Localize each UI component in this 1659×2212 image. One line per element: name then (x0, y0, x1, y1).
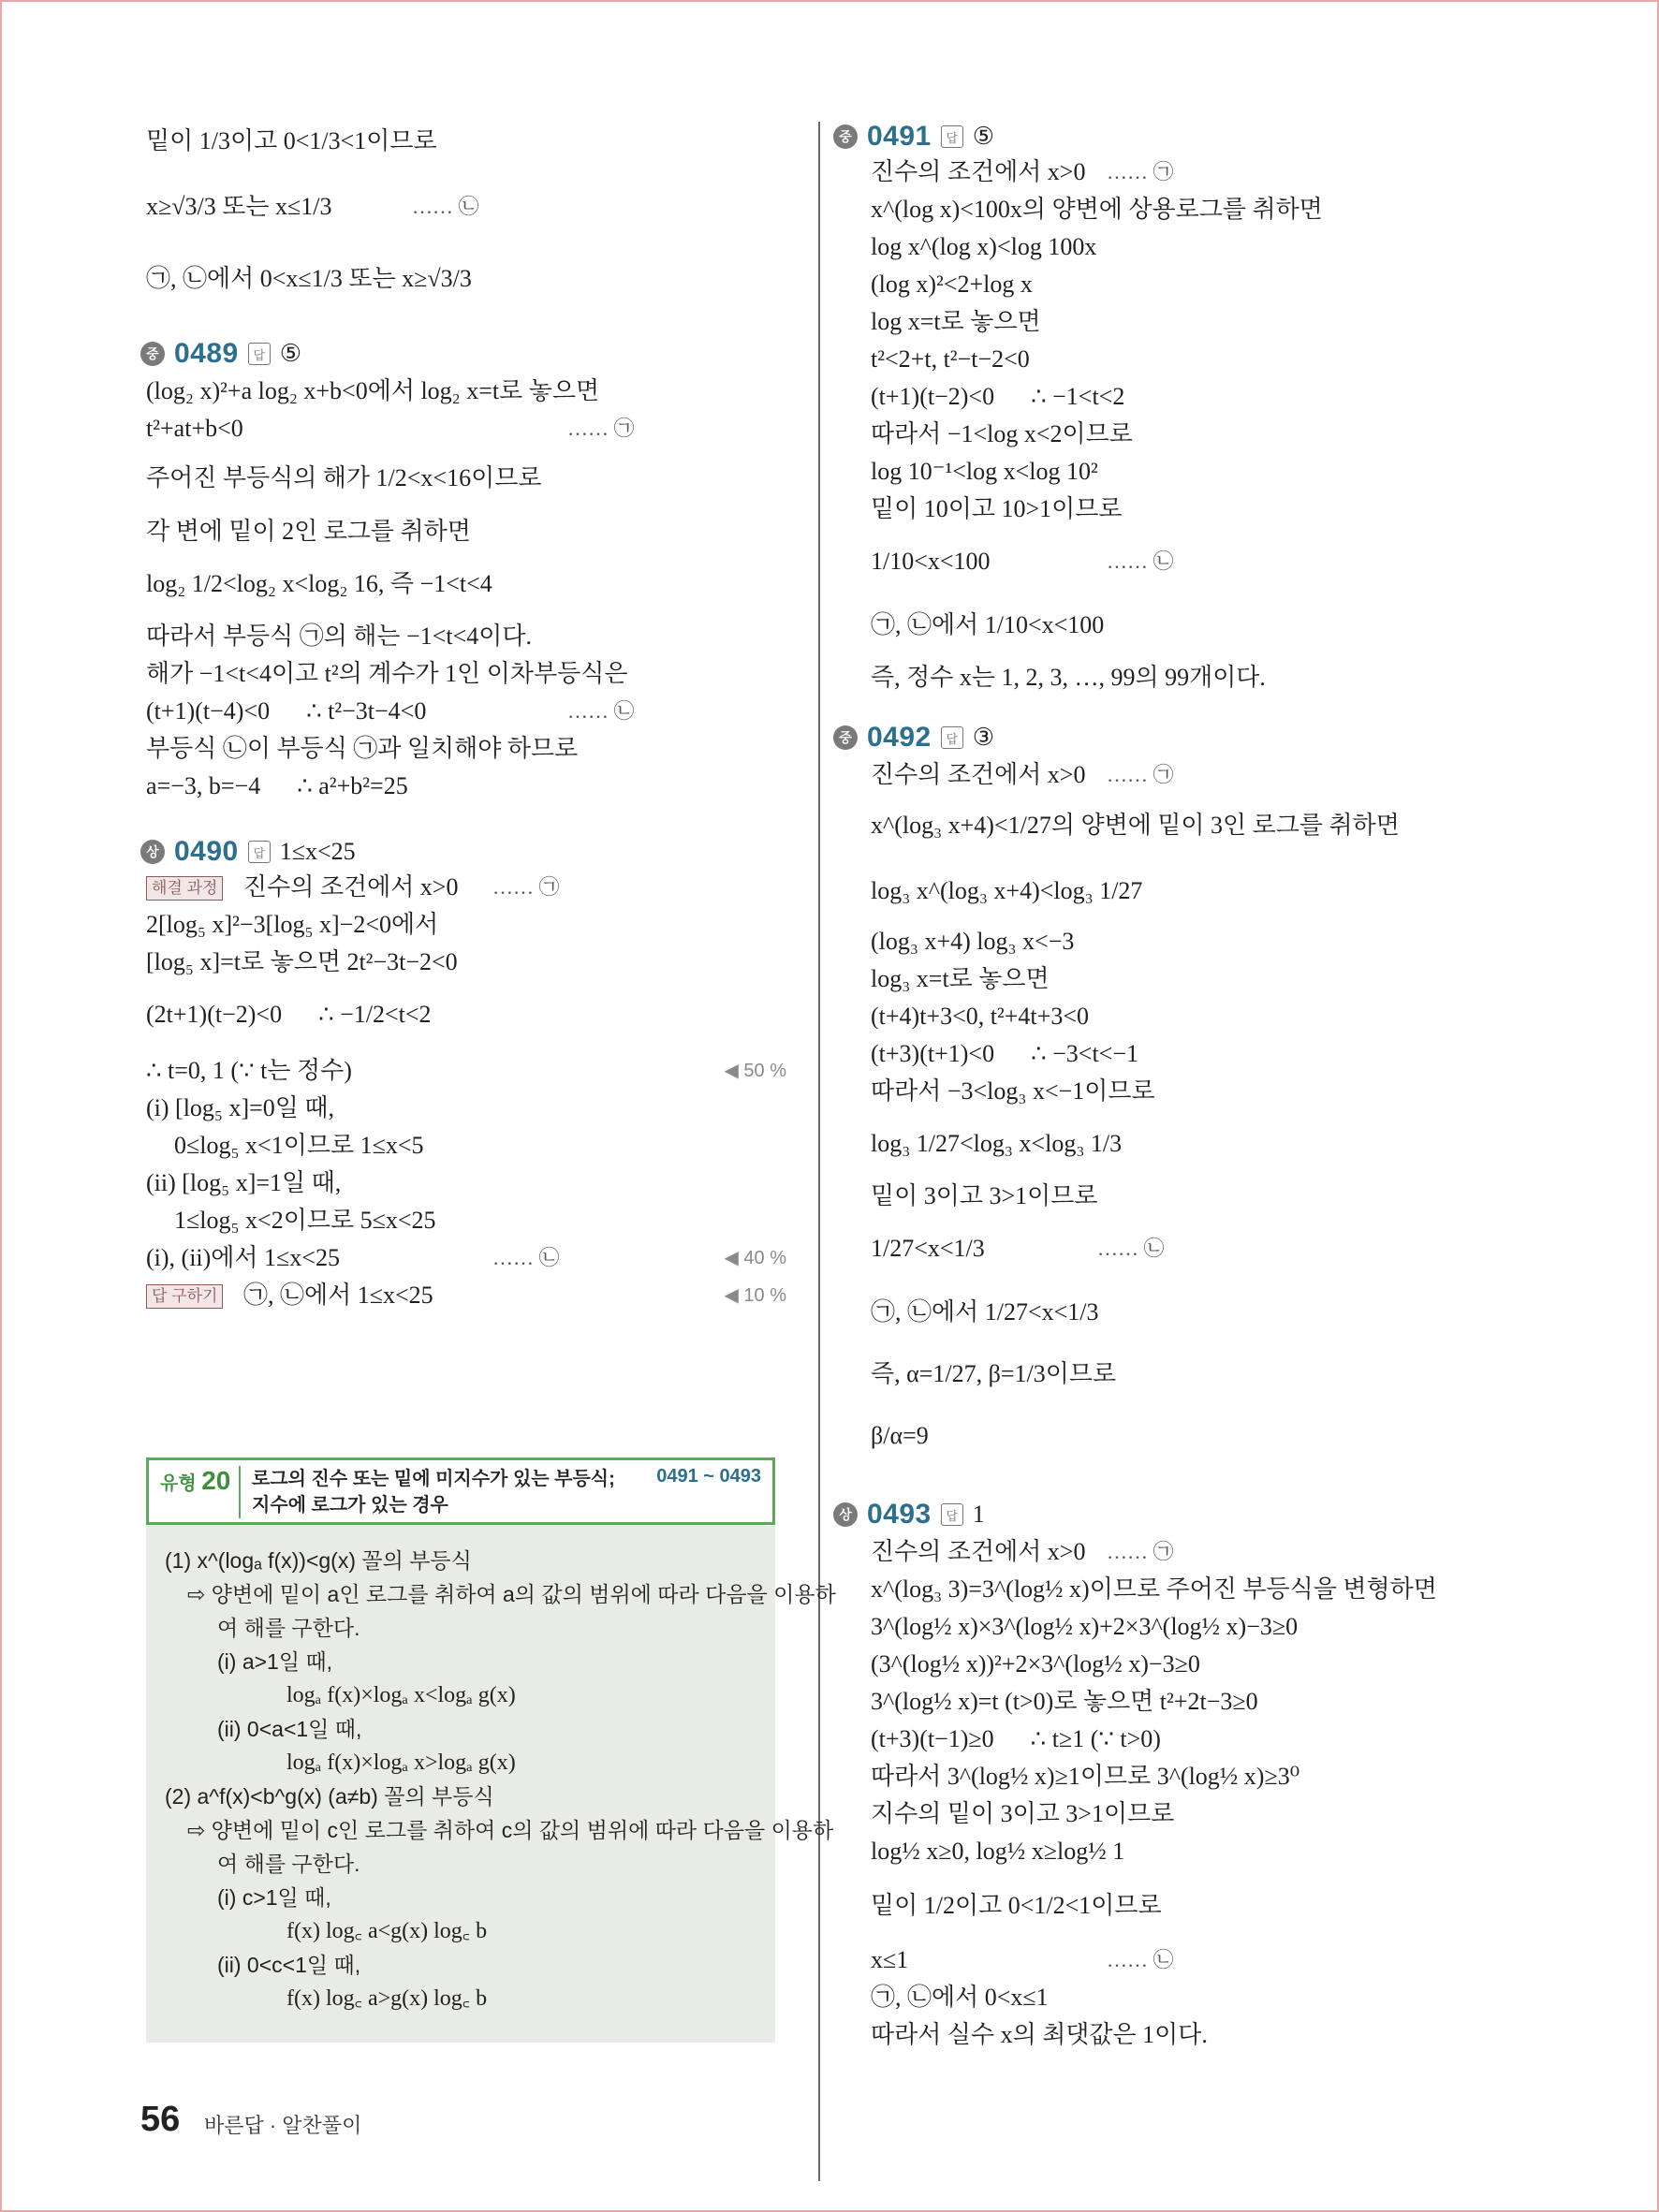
summary-line: f(x) log꜀ a<g(x) log꜀ b (286, 1919, 488, 1943)
footer-title: 바른답 · 알찬풀이 (204, 2114, 362, 2137)
solution-line: ㉠, ㉡에서 1≤x<25 (243, 1282, 433, 1309)
eq-marker: …… ㉠ (1107, 763, 1174, 786)
step-tag: 해결 과정 (146, 876, 223, 901)
column-divider (818, 122, 820, 2181)
solution-line: 부등식 ㉡이 부등식 ㉠과 일치해야 하므로 (146, 735, 579, 762)
summary-line: (ii) 0<c<1일 때, (217, 1953, 361, 1977)
difficulty-badge: 상 (140, 840, 165, 864)
solution-line: 2[log₅ x]²−3[log₅ x]−2<0에서 (146, 911, 439, 938)
score-percent: ◀ 40 % (724, 1248, 786, 1268)
solution-line: 따라서 실수 x의 최댓값은 1이다. (871, 2021, 1208, 2048)
solution-line: (t+3)(t−1)≥0 ∴ t≥1 (∵ t>0) (871, 1725, 1161, 1752)
solution-line: 0≤log₅ x<1이므로 1≤x<5 (174, 1132, 424, 1159)
solution-line: ∴ t=0, 1 (∵ t는 정수) (146, 1057, 352, 1084)
eq-marker: …… ㉡ (492, 1246, 560, 1269)
question-header (140, 337, 301, 371)
solution-line: ㉠, ㉡에서 1/27<x<1/3 (871, 1298, 1099, 1326)
answer-value: 1≤x<25 (279, 838, 356, 865)
question-header (140, 835, 356, 869)
score-percent: ◀ 50 % (724, 1061, 786, 1081)
solution-line: (log₃ x+4) log₃ x<−3 (871, 928, 1075, 955)
solution-line: log 10⁻¹<log x<log 10² (871, 458, 1098, 485)
solution-line: (t+4)t+3<0, t²+4t+3<0 (871, 1003, 1089, 1030)
eq-marker: …… ㉡ (412, 195, 479, 218)
solution-line: ㉠, ㉡에서 1/10<x<100 (871, 611, 1105, 638)
step-tag: 답 구하기 (146, 1284, 223, 1309)
solution-line: 밑이 10이고 10>1이므로 (871, 495, 1123, 522)
solution-line: 각 변에 밑이 2인 로그를 취하면 (146, 518, 471, 545)
difficulty-badge: 상 (833, 1502, 858, 1527)
summary-line: (i) a>1일 때, (217, 1649, 333, 1674)
solution-line: x^(log x)<100x의 양변에 상용로그를 취하면 (871, 196, 1323, 223)
summary-line: f(x) log꜀ a>g(x) log꜀ b (286, 1986, 488, 2011)
eq-marker: …… ㉠ (1107, 1540, 1174, 1563)
question-number: 0490 (174, 836, 239, 867)
summary-line: logₐ f(x)×logₐ x>logₐ g(x) (286, 1751, 516, 1775)
solution-line: (t+1)(t−4)<0 ∴ t²−3t−4<0 (146, 697, 427, 725)
solution-line: 해가 −1<t<4이고 t²의 계수가 1인 이차부등식은 (146, 660, 628, 687)
summary-line: 여 해를 구한다. (217, 1852, 360, 1876)
summary-line: ⇨ 양변에 밑이 c인 로그를 취하여 c의 값의 범위에 따라 다음을 이용하 (187, 1818, 834, 1842)
solution-line: x^(log₃ x+4)<1/27의 양변에 밑이 3인 로그를 취하면 (871, 812, 1400, 839)
text-line: ㉠, ㉡에서 0<x≤1/3 또는 x≥√3/3 (146, 265, 472, 292)
solution-line: x≤1 (871, 1946, 909, 1973)
solution-line: a=−3, b=−4 ∴ a²+b²=25 (146, 772, 408, 799)
summary-line: (ii) 0<a<1일 때, (217, 1717, 362, 1741)
question-number: 0491 (867, 121, 932, 152)
answer-icon: 답 (941, 125, 963, 148)
question-number: 0489 (174, 338, 239, 369)
eq-marker: …… ㉡ (1107, 1948, 1174, 1971)
difficulty-badge: 중 (833, 125, 858, 149)
solution-line: (i) [log₅ x]=0일 때, (146, 1094, 335, 1121)
type-box (146, 1458, 775, 1525)
solution-line: 즉, 정수 x는 1, 2, 3, …, 99의 99개이다. (871, 664, 1266, 691)
difficulty-badge: 중 (140, 342, 165, 366)
solution-line: 3^(log½ x)=t (t>0)로 놓으면 t²+2t−3≥0 (871, 1688, 1258, 1715)
solution-line: (2t+1)(t−2)<0 ∴ −1/2<t<2 (146, 1001, 432, 1028)
solution-line: t²<2+t, t²−t−2<0 (871, 345, 1030, 373)
solution-line: 진수의 조건에서 x>0 (871, 761, 1086, 788)
solution-line: 1≤log₅ x<2이므로 5≤x<25 (174, 1207, 436, 1234)
solution-line: 따라서 −3<log₃ x<−1이므로 (871, 1077, 1155, 1105)
answer-value: ⑤ (972, 123, 995, 150)
type-title: 로그의 진수 또는 밑에 미지수가 있는 부등식; 지수에 로그가 있는 경우 (252, 1469, 615, 1516)
answer-icon: 답 (941, 726, 963, 749)
question-header (833, 1498, 985, 1531)
question-header (833, 120, 994, 154)
solution-line: 1/27<x<1/3 (871, 1235, 985, 1262)
text-line: x≥√3/3 또는 x≤1/3 (146, 193, 332, 220)
solution-line: log½ x≥0, log½ x≥log½ 1 (871, 1838, 1125, 1865)
eq-marker: …… ㉠ (1107, 160, 1174, 183)
summary-line: (2) a^f(x)<b^g(x) (a≠b) 꼴의 부등식 (165, 1784, 494, 1809)
answer-value: 1 (972, 1501, 985, 1528)
solution-line: 지수의 밑이 3이고 3>1이므로 (871, 1800, 1175, 1827)
summary-line: (i) c>1일 때, (217, 1885, 331, 1910)
page-number: 56 (140, 2100, 181, 2139)
solution-line: ㉠, ㉡에서 0<x≤1 (871, 1984, 1049, 2011)
solution-line: (t+1)(t−2)<0 ∴ −1<t<2 (871, 383, 1125, 410)
answer-icon: 답 (248, 343, 271, 365)
difficulty-badge: 중 (833, 725, 858, 750)
eq-marker: …… ㉠ (567, 417, 635, 440)
solution-line: 진수의 조건에서 x>0 (871, 1538, 1086, 1565)
solution-line: 주어진 부등식의 해가 1/2<x<16이므로 (146, 464, 542, 491)
solution-line: 즉, α=1/27, β=1/3이므로 (871, 1360, 1117, 1387)
solution-line: β/α=9 (871, 1422, 929, 1449)
question-number: 0493 (867, 1499, 932, 1530)
solution-line: (log x)²<2+log x (871, 271, 1033, 298)
solution-line: 진수의 조건에서 x>0 (871, 158, 1086, 185)
solution-line: 진수의 조건에서 x>0 (243, 873, 459, 901)
solution-line: log₂ 1/2<log₂ x<log₂ 16, 즉 −1<t<4 (146, 570, 492, 597)
solution-line: (log₂ x)²+a log₂ x+b<0에서 log₂ x=t로 놓으면 (146, 377, 600, 404)
type-separator (239, 1466, 241, 1518)
score-percent: ◀ 10 % (724, 1285, 786, 1306)
summary-line: 여 해를 구한다. (217, 1616, 360, 1640)
solution-line: (i), (ii)에서 1≤x<25 (146, 1244, 340, 1271)
solution-line: 1/10<x<100 (871, 548, 991, 575)
summary-box (146, 1526, 836, 2043)
solution-line: 밑이 1/2이고 0<1/2<1이므로 (871, 1892, 1162, 1919)
eq-marker: …… ㉡ (1097, 1237, 1165, 1260)
solution-line: (3^(log½ x))²+2×3^(log½ x)−3≥0 (871, 1650, 1200, 1677)
solution-line: [log₅ x]=t로 놓으면 2t²−3t−2<0 (146, 948, 458, 975)
solution-line: x^(log₃ 3)=3^(log½ x)이므로 주어진 부등식을 변형하면 (871, 1575, 1437, 1603)
solution-line: log₃ 1/27<log₃ x<log₃ 1/3 (871, 1130, 1123, 1157)
solution-line: log₃ x=t로 놓으면 (871, 965, 1050, 992)
solution-line: 따라서 −1<log x<2이므로 (871, 420, 1133, 447)
solution-line: (t+3)(t+1)<0 ∴ −3<t<−1 (871, 1040, 1138, 1067)
solution-line: log x=t로 놓으면 (871, 308, 1041, 335)
answer-icon: 답 (941, 1503, 963, 1526)
question-number: 0492 (867, 722, 932, 753)
eq-marker: …… ㉡ (1107, 549, 1174, 573)
solution-line: 밑이 3이고 3>1이므로 (871, 1182, 1098, 1209)
solution-line: (ii) [log₅ x]=1일 때, (146, 1169, 342, 1196)
answer-value: ⑤ (279, 340, 302, 367)
answer-icon: 답 (248, 841, 271, 863)
solution-line: log₃ x^(log₃ x+4)<log₃ 1/27 (871, 877, 1143, 904)
summary-line: logₐ f(x)×logₐ x<logₐ g(x) (286, 1683, 516, 1707)
question-header (833, 721, 994, 754)
solution-line: 따라서 부등식 ㉠의 해는 −1<t<4이다. (146, 623, 532, 650)
solution-line: log x^(log x)<log 100x (871, 233, 1097, 260)
summary-line: ⇨ 양변에 밑이 a인 로그를 취하여 a의 값의 범위에 따라 다음을 이용하 (187, 1582, 836, 1606)
summary-line: (1) x^(logₐ f(x))<g(x) 꼴의 부등식 (165, 1548, 472, 1573)
answer-value: ③ (972, 724, 995, 751)
eq-marker: …… ㉡ (567, 699, 635, 723)
text-line: 밑이 1/3이고 0<1/3<1이므로 (146, 127, 437, 154)
eq-marker: …… ㉠ (492, 875, 560, 899)
type-label: 유형 20 (160, 1466, 231, 1495)
type-range: 0491 ~ 0493 (656, 1466, 761, 1487)
solution-line: t²+at+b<0 (146, 415, 243, 442)
solution-line: 3^(log½ x)×3^(log½ x)+2×3^(log½ x)−3≥0 (871, 1613, 1299, 1640)
solution-line: 따라서 3^(log½ x)≥1이므로 3^(log½ x)≥3⁰ (871, 1763, 1300, 1790)
